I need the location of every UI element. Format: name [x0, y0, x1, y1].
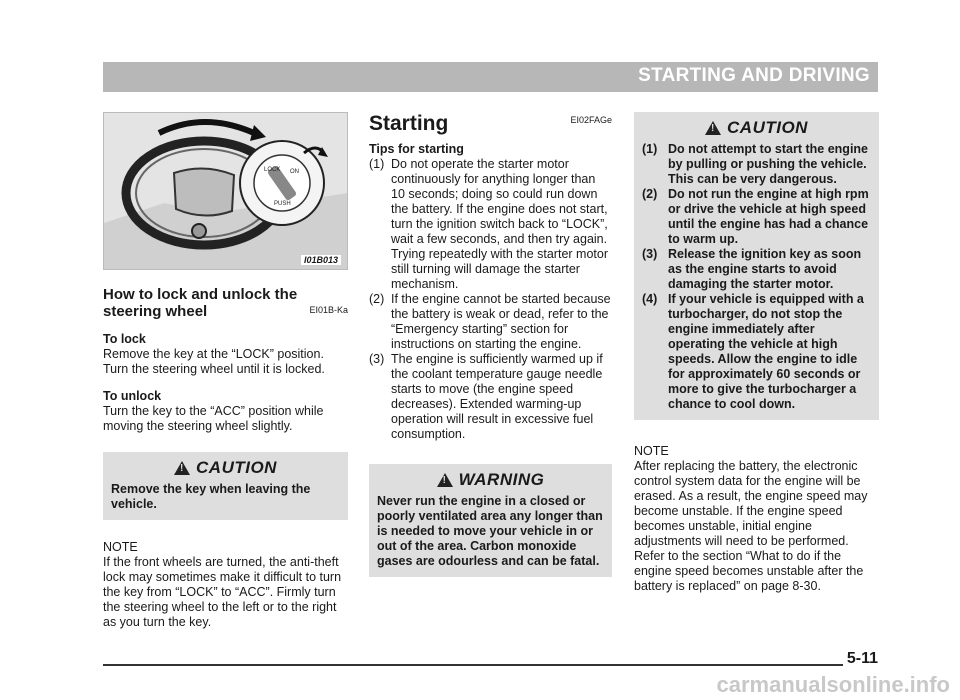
list-text: If your vehicle is equipped with a turbocharger, do not stop the engine immediately after operating the vehicle at high speeds. Allow the engine to idle for approximately 60 seconds or more to give the turbocharger a chance to cool down. — [668, 292, 864, 411]
battery-note-text: After replacing the battery, the electronic control system data for the engine will be erased. As a result, the engine speed may become unstable. If the engine speed becomes unstable, initial engine adjustments will need to be performed. Refer to the section “What to do if the engine speed becomes unstable after the battery is replaced” on page 8-30. — [634, 459, 868, 593]
battery-note-label: NOTE — [634, 444, 669, 458]
warning-triangle-icon — [174, 461, 190, 475]
list-text: Do not operate the starter motor continuously for anything longer than 10 seconds; doing so could run down the battery. If the engine does not start, turn the ignition switch back to “LOCK”, wait a few seconds, and then try again. Trying repeatedly with the starter motor still turning will damage the starter mechanism. — [391, 157, 608, 291]
to-unlock-text: Turn the key to the “ACC” position while moving the steering wheel slightly. — [103, 404, 324, 433]
list-item — [369, 157, 612, 292]
list-text: The engine is sufficiently warmed up if the coolant temperature gauge needle starts to move (the engine speed decreases). Extended warming-up operation will result in excessive fuel consumption. — [391, 352, 603, 441]
footer-rule — [103, 664, 843, 666]
to-unlock-heading: To unlock — [103, 389, 162, 403]
lock-title-line2: steering wheel — [103, 303, 208, 320]
list-number: (4) — [642, 292, 658, 306]
caution-heading — [111, 458, 340, 478]
steering-lock-figure — [103, 112, 348, 270]
left-column — [103, 112, 348, 630]
list-text: Release the ignition key as soon as the engine starts to avoid damaging the starter motor. — [668, 247, 862, 291]
list-number: (2) — [369, 292, 385, 306]
list-number: (3) — [369, 352, 385, 366]
starting-title-text: Starting — [369, 112, 449, 135]
right-column — [634, 112, 879, 594]
warning-triangle-icon — [705, 121, 721, 135]
lock-caution-box — [103, 452, 348, 520]
warning-heading — [377, 470, 604, 490]
starting-caution-box — [634, 112, 879, 420]
warning-triangle-icon — [437, 473, 453, 487]
figure-code: I01B013 — [301, 255, 341, 265]
lock-note-label: NOTE — [103, 540, 138, 554]
section-title: STARTING AND DRIVING — [638, 65, 870, 86]
caution-label: CAUTION — [196, 458, 277, 477]
watermark: carmanualsonline.info — [716, 672, 950, 697]
svg-text:ON: ON — [290, 169, 299, 175]
list-number: (2) — [642, 187, 658, 201]
middle-column — [369, 112, 612, 577]
to-lock-heading: To lock — [103, 332, 146, 346]
warning-box — [369, 464, 612, 577]
list-item — [642, 247, 871, 292]
list-text: Do not attempt to start the engine by pulling or pushing the vehicle. This can be very dangerous. — [668, 142, 868, 186]
tips-list — [369, 157, 612, 442]
caution-heading — [642, 118, 871, 138]
list-number: (3) — [642, 247, 658, 261]
svg-text:LOCK: LOCK — [264, 167, 281, 173]
list-item — [642, 292, 871, 412]
lock-section-code: EI01B-Ka — [309, 305, 348, 315]
lock-title-line1: How to lock and unlock the — [103, 286, 298, 303]
starting-code: EI02FAGe — [570, 115, 612, 125]
list-number: (1) — [642, 142, 658, 156]
starting-title — [369, 112, 612, 136]
list-text: Do not run the engine at high rpm or drive the vehicle at high speed until the engine has had a chance to warm up. — [668, 187, 869, 246]
lock-caution-text: Remove the key when leaving the vehicle. — [111, 482, 311, 511]
page-number: 5-11 — [846, 650, 878, 667]
header-bar — [103, 62, 878, 92]
warning-text: Never run the engine in a closed or poorly ventilated area any longer than is needed to move your vehicle in or out of the area. Carbon monoxide gases are odourless and can be fatal. — [377, 494, 603, 568]
warning-label: WARNING — [458, 470, 545, 489]
svg-text:PUSH: PUSH — [274, 201, 291, 207]
list-item — [642, 187, 871, 247]
caution-list — [642, 142, 871, 412]
lock-note-text: If the front wheels are turned, the anti-theft lock may sometimes make it difficult to turn the key from “LOCK” to “ACC”. Firmly turn the steering wheel to the left or to the right as you turn the key. — [103, 555, 342, 629]
list-text: If the engine cannot be started because the battery is weak or dead, refer to the “Emergency starting” section for instructions on starting the engine. — [391, 292, 611, 351]
lock-section-title — [103, 286, 348, 320]
steering-wheel-illustration — [104, 113, 348, 270]
caution-label: CAUTION — [727, 118, 808, 137]
list-item — [642, 142, 871, 187]
list-item — [369, 352, 612, 442]
to-lock-text: Remove the key at the “LOCK” position. Turn the steering wheel until it is locked. — [103, 347, 325, 376]
list-number: (1) — [369, 157, 385, 171]
tips-heading: Tips for starting — [369, 142, 464, 156]
list-item — [369, 292, 612, 352]
